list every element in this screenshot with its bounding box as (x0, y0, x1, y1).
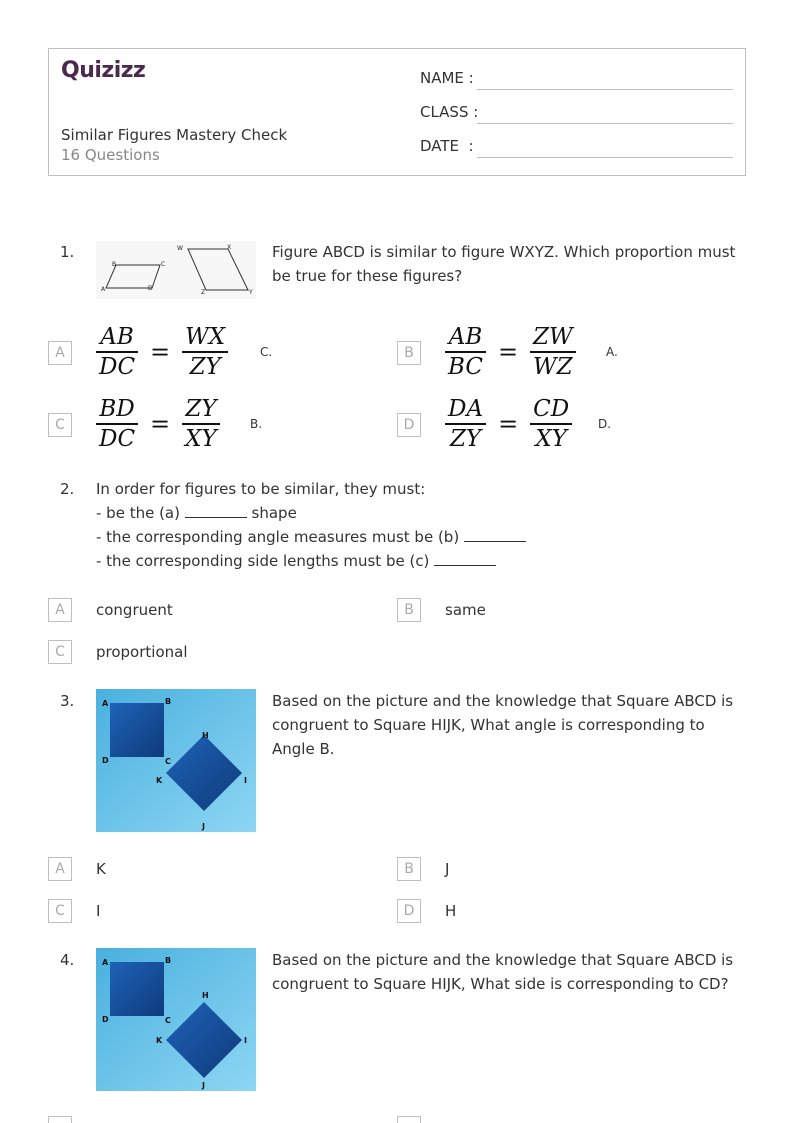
question-count: 16 Questions (61, 146, 160, 164)
q1-option-a-letter[interactable]: A (48, 341, 72, 365)
q3-label-i: I (244, 776, 247, 785)
q3-option-b-text[interactable]: J (445, 860, 450, 878)
class-line[interactable] (477, 123, 733, 124)
q3-label-b: B (165, 697, 172, 706)
question-3-number: 3. (60, 692, 75, 710)
frac-denominator: WZ (533, 354, 573, 380)
q4-label-c: C (165, 1016, 171, 1025)
q1-option-d-letter[interactable]: D (397, 413, 421, 437)
q1-label-d: D (148, 285, 153, 292)
q4-squares-figure (96, 948, 256, 1091)
q2-option-c-letter[interactable]: C (48, 640, 72, 664)
q1-option-b-letter[interactable]: B (397, 341, 421, 365)
question-4-number: 4. (60, 951, 75, 969)
blank-b[interactable] (464, 528, 526, 542)
equals-sign: = (150, 410, 171, 438)
blank-c[interactable] (434, 552, 496, 566)
q4-option-b-letter-partial[interactable] (397, 1116, 421, 1123)
q1-option-a-tag: C. (260, 345, 273, 359)
frac-denominator: ZY (189, 354, 221, 380)
question-3-text: Based on the picture and the knowledge that Square ABCD is congruent to Square HIJK, What angle is corresponding to Angle B. (272, 692, 734, 758)
q1-option-d-tag: D. (598, 417, 612, 431)
q1-label-a: A (101, 286, 106, 293)
q1-label-x: X (227, 244, 232, 251)
q2-option-c-text[interactable]: proportional (96, 643, 188, 661)
frac-denominator: XY (535, 426, 567, 452)
q1-option-a-equation[interactable] (96, 323, 228, 381)
q1-option-c-letter[interactable]: C (48, 413, 72, 437)
q3-option-c-text[interactable]: I (96, 902, 101, 920)
q1-label-y: Y (249, 289, 253, 296)
date-label: DATE : (420, 137, 474, 155)
date-line[interactable] (477, 157, 733, 158)
q1-option-c-equation[interactable] (96, 395, 220, 453)
q4-label-h: H (202, 991, 209, 1000)
frac-numerator: AB (100, 324, 134, 350)
q2-option-b-text[interactable]: same (445, 601, 486, 619)
question-4-text: Based on the picture and the knowledge that Square ABCD is congruent to Square HIJK, What side is corresponding to CD? (272, 951, 734, 993)
frac-denominator: DC (99, 354, 136, 380)
frac-numerator: DA (448, 396, 484, 422)
q3-option-b-letter[interactable]: B (397, 857, 421, 881)
q2-line-4: - the corresponding side lengths must be (c) (96, 549, 736, 573)
q3-option-a-text[interactable]: K (96, 860, 106, 878)
name-line[interactable] (477, 89, 733, 90)
q1-option-c-tag: B. (250, 417, 263, 431)
class-label: CLASS : (420, 103, 479, 121)
equals-sign: = (497, 338, 519, 366)
q1-label-z: Z (201, 289, 206, 296)
q3-label-a: A (102, 699, 109, 708)
equals-sign: = (150, 338, 171, 366)
frac-numerator: WX (185, 324, 226, 350)
q2-option-a-letter[interactable]: A (48, 598, 72, 622)
q1-label-w: W (177, 245, 183, 252)
q3-label-j: J (202, 822, 205, 831)
question-2-number: 2. (60, 480, 75, 498)
question-1-number: 1. (60, 243, 75, 261)
frac-numerator: CD (533, 396, 570, 422)
q4-label-k: K (156, 1036, 163, 1045)
q1-label-c: C (161, 261, 166, 268)
frac-denominator: XY (185, 426, 217, 452)
q4-label-j: J (202, 1081, 205, 1090)
question-2-text (96, 477, 736, 573)
q1-option-d-equation[interactable] (445, 395, 572, 453)
quizizz-logo: Quizizz (61, 58, 146, 83)
blank-a[interactable] (185, 504, 247, 518)
q1-label-b: B (112, 261, 117, 268)
q3-label-c: C (165, 757, 171, 766)
q2-option-b-letter[interactable]: B (397, 598, 421, 622)
frac-denominator: BC (448, 354, 483, 380)
q1-parallelogram-figure (96, 241, 256, 299)
frac-numerator: ZY (185, 396, 217, 422)
q3-option-d-text[interactable]: H (445, 902, 457, 920)
q2-line-1: In order for figures to be similar, they must: (96, 480, 426, 498)
q1-option-b-equation[interactable] (445, 323, 576, 381)
q3-option-a-letter[interactable]: A (48, 857, 72, 881)
q3-label-h: H (202, 731, 209, 740)
worksheet-title: Similar Figures Mastery Check (61, 126, 288, 144)
q3-label-k: K (156, 776, 163, 785)
q3-option-c-letter[interactable]: C (48, 899, 72, 923)
q3-option-d-letter[interactable]: D (397, 899, 421, 923)
q4-option-a-letter-partial[interactable] (48, 1116, 72, 1123)
name-label: NAME : (420, 69, 474, 87)
q4-label-b: B (165, 956, 172, 965)
q4-label-a: A (102, 958, 109, 967)
q2-line-2: - be the (a) shape (96, 504, 297, 522)
q4-label-d: D (102, 1015, 109, 1024)
q3-label-d: D (102, 756, 109, 765)
frac-numerator: AB (448, 324, 483, 350)
worksheet-header (48, 48, 746, 176)
question-1-text: Figure ABCD is similar to figure WXYZ. Which proportion must be true for these figures? (272, 243, 736, 285)
q1-option-b-tag: A. (606, 345, 618, 359)
q3-squares-figure (96, 689, 256, 832)
frac-denominator: DC (99, 426, 136, 452)
frac-numerator: BD (99, 396, 135, 422)
equals-sign: = (498, 410, 519, 438)
q2-option-a-text[interactable]: congruent (96, 601, 173, 619)
frac-numerator: ZW (533, 324, 573, 350)
q4-label-i: I (244, 1036, 247, 1045)
frac-denominator: ZY (449, 426, 482, 452)
q2-line-3: - the corresponding angle measures must be (b) (96, 525, 736, 549)
